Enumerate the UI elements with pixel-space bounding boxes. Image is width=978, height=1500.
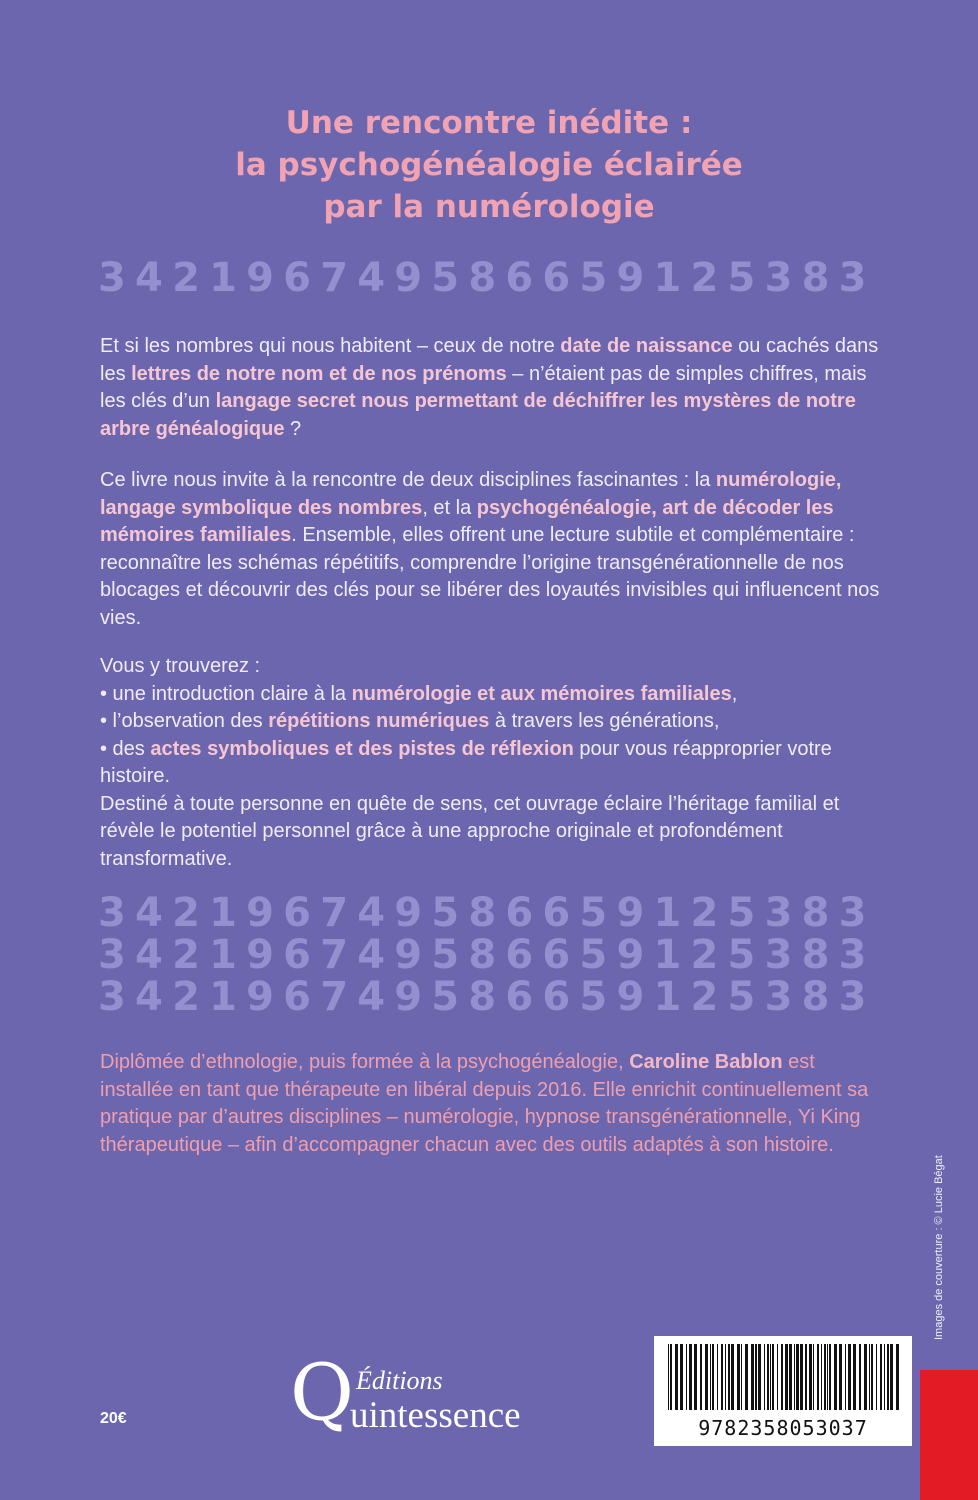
barcode-bar bbox=[717, 1344, 718, 1410]
red-strip bbox=[920, 1370, 978, 1500]
barcode-bar bbox=[725, 1344, 726, 1410]
p2-text-2: , et la bbox=[422, 496, 477, 519]
item3-text: • des bbox=[100, 737, 151, 760]
intro-paragraph bbox=[100, 333, 890, 443]
p1-text-4: ? bbox=[284, 417, 302, 440]
barcode-bar bbox=[896, 1344, 899, 1410]
isbn-barcode bbox=[654, 1336, 912, 1446]
p2-bold-2: psychogénéalogie, art de décoder les mémoires familiales bbox=[100, 496, 834, 546]
barcode-bar bbox=[680, 1344, 683, 1410]
publisher-logo bbox=[290, 1348, 590, 1440]
barcode-bar bbox=[800, 1344, 803, 1410]
barcode-bar bbox=[705, 1344, 708, 1410]
title-line-3: par la numérologie bbox=[323, 189, 655, 225]
publisher-logo-initial: Q bbox=[290, 1348, 354, 1438]
cover-image-credit: Images de couverture : © Lucie Bégat bbox=[933, 1155, 945, 1340]
contents-item-3 bbox=[100, 736, 890, 791]
isbn-number: 9782358053037 bbox=[698, 1416, 868, 1440]
p1-text-2: ou cachés dans les bbox=[100, 335, 879, 385]
barcode-bar bbox=[813, 1344, 814, 1410]
barcode-bar bbox=[737, 1344, 740, 1410]
barcode-bar bbox=[731, 1344, 734, 1410]
barcode-bar bbox=[721, 1344, 723, 1410]
contents-closing: Destiné à toute personne en quête de sens, cet ouvrage éclaire l’héritage familial et révèle le potentiel personnel grâce à une approche originale et profondément transformative. bbox=[100, 792, 840, 870]
p2-text-1: Ce livre nous invite à la rencontre de deux disciplines fascinantes : la bbox=[100, 469, 716, 491]
barcode-bar bbox=[876, 1344, 877, 1410]
publisher-name-line-2: uintessence bbox=[350, 1395, 521, 1436]
barcode-bar bbox=[853, 1344, 856, 1410]
barcode-bar bbox=[848, 1344, 851, 1410]
barcode-bar bbox=[869, 1344, 870, 1410]
barcode-bar bbox=[829, 1344, 831, 1410]
barcode-bar bbox=[871, 1344, 873, 1410]
price-label: 20€ bbox=[100, 1410, 127, 1427]
barcode-bar bbox=[770, 1344, 771, 1410]
author-name: Caroline Bablon bbox=[629, 1051, 783, 1073]
barcode-bar bbox=[845, 1344, 846, 1410]
barcode-bar bbox=[824, 1344, 826, 1410]
barcode-bar bbox=[755, 1344, 757, 1410]
barcode-bar bbox=[781, 1344, 783, 1410]
barcode-bar bbox=[689, 1344, 692, 1410]
barcode-bar bbox=[821, 1344, 822, 1410]
barcode-bar bbox=[741, 1344, 742, 1410]
barcode-bar bbox=[694, 1344, 697, 1410]
p1-bold-2: lettres de notre nom et de nos prénoms bbox=[131, 362, 507, 385]
p1-text-1: Et si les nombres qui nous habitent – ceux de notre bbox=[100, 335, 561, 357]
barcode-bar bbox=[809, 1344, 812, 1410]
contents-item-2 bbox=[100, 708, 890, 736]
barcode-bar bbox=[805, 1344, 807, 1410]
barcode-bar bbox=[686, 1344, 687, 1410]
barcode-icon bbox=[662, 1344, 904, 1414]
bio-text-1: Diplômée d’ethnologie, puis formée à la psychogénéalogie, bbox=[100, 1051, 630, 1073]
bio-text-2: est installée en tant que thérapeute en libéral depuis 2016. Elle enrichit continuellement sa pratique par d’autres disciplines – numérologie, hypnose transgénérationnelle, Yi King thérapeutique – afin d’accompagner chacun avec des outils adaptés à son histoire. bbox=[100, 1051, 869, 1156]
p2-bold-1: numérologie, langage symbolique des nombres bbox=[100, 469, 842, 519]
barcode-bar bbox=[887, 1344, 889, 1410]
barcode-bar bbox=[859, 1344, 861, 1410]
description-paragraph bbox=[100, 467, 890, 632]
barcode-bar bbox=[880, 1344, 882, 1410]
p2-text-3: . Ensemble, elles offrent une lecture subtile et complémentaire : reconnaître les schémas répétitifs, comprendre l’origine transgénérationnelle de nos blocages et découvrir des clés pour se libérer des loyautés invisibles qui influencent nos vies. bbox=[100, 524, 880, 629]
barcode-bar bbox=[785, 1344, 788, 1410]
item3-bold: actes symboliques et des pistes de réflexion bbox=[150, 737, 574, 760]
barcode-bar bbox=[668, 1344, 669, 1410]
barcode-bar bbox=[884, 1344, 885, 1410]
title-line-2: la psychogénéalogie éclairée bbox=[235, 147, 743, 183]
item1-bold: numérologie et aux mémoires familiales bbox=[351, 682, 732, 705]
barcode-bar bbox=[758, 1344, 761, 1410]
item2-end: à travers les générations, bbox=[489, 710, 720, 732]
cover-title bbox=[0, 102, 978, 228]
barcode-bar bbox=[827, 1344, 828, 1410]
barcode-bar bbox=[728, 1344, 730, 1410]
publisher-name-line-1: Éditions bbox=[356, 1366, 443, 1395]
p1-text-3: – n’étaient pas de simples chiffres, mais les clés d’un bbox=[100, 362, 867, 412]
title-line-1: Une rencontre inédite : bbox=[285, 105, 693, 141]
author-bio bbox=[100, 1049, 890, 1159]
p1-bold-3: langage secret nous permettant de déchiffrer les mystères de notre arbre généalogique bbox=[100, 390, 856, 440]
item2-bold: répétitions numériques bbox=[268, 710, 490, 732]
barcode-bar bbox=[675, 1344, 678, 1410]
barcode-bar bbox=[789, 1344, 792, 1410]
barcode-bar bbox=[794, 1344, 795, 1410]
barcode-bar bbox=[767, 1344, 769, 1410]
item1-end: , bbox=[731, 682, 738, 705]
barcode-bar bbox=[751, 1344, 754, 1410]
barcode-bar bbox=[764, 1344, 765, 1410]
item3-end: pour vous réapproprier votre histoire. bbox=[100, 737, 832, 787]
barcode-bar bbox=[834, 1344, 837, 1410]
barcode-bar bbox=[817, 1344, 819, 1410]
barcode-bar bbox=[670, 1344, 672, 1410]
number-sequence-row: 342196749586659125383 bbox=[98, 890, 876, 936]
barcode-bar bbox=[745, 1344, 748, 1410]
number-sequence-row: 342196749586659125383 bbox=[98, 974, 876, 1020]
barcode-bar bbox=[700, 1344, 702, 1410]
barcode-bar bbox=[777, 1344, 778, 1410]
p1-bold-1: date de naissance bbox=[560, 335, 733, 357]
barcode-bar bbox=[890, 1344, 893, 1410]
barcode-bar bbox=[796, 1344, 799, 1410]
item2-text: • l’observation des bbox=[100, 710, 269, 732]
barcode-bar bbox=[712, 1344, 714, 1410]
contents-item-1 bbox=[100, 681, 890, 709]
contents-intro: Vous y trouverez : bbox=[100, 655, 261, 677]
number-sequence-row: 342196749586659125383 bbox=[98, 932, 876, 978]
item1-text: • une introduction claire à la bbox=[100, 682, 352, 705]
barcode-bar bbox=[864, 1344, 867, 1410]
number-sequence-row: 342196749586659125383 bbox=[98, 255, 876, 301]
contents-paragraph bbox=[100, 653, 890, 873]
barcode-bar bbox=[839, 1344, 842, 1410]
barcode-bar bbox=[710, 1344, 711, 1410]
barcode-bar bbox=[772, 1344, 774, 1410]
